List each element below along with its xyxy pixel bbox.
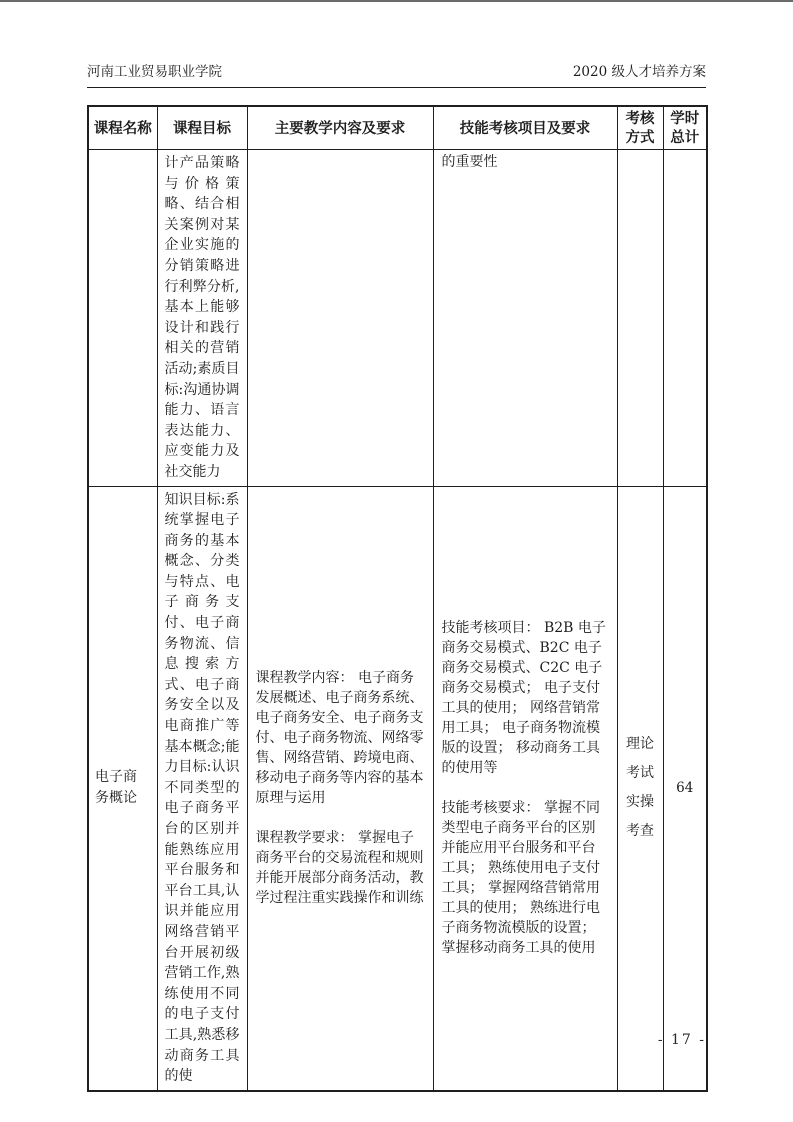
cell-course-name-empty (88, 150, 157, 487)
page-number: - 17 - (657, 1032, 706, 1048)
table-row-continued (88, 150, 707, 487)
column-header-skill-assessment: 技能考核项目及要求 (433, 106, 617, 150)
teaching-requirements-paragraph: 课程教学要求： 掌握电子商务平台的交易流程和规则并能开展部分商务活动，教学过程注重实践操作和训练 (255, 830, 424, 907)
skill-assessment-items-paragraph: 技能考核项目： B2B 电子商务交易模式、B2C 电子商务交易模式、C2C 电子商务交易模式； 电子支付工具的使用； 网络营销常用工具； 电子商务物流模版的设置； 移动商务工具的使用等 (441, 620, 606, 777)
cell-objectives-continued: 计产品策略与价格策略、结合相关案例对某企业实施的分销策略进行利弊分析,基本上能够设计和践行相关的营销活动;素质目标:沟通协调能力、语言表达能力、应变能力及社交能力 (157, 150, 247, 487)
table-header-row (88, 106, 707, 150)
cell-objectives: 知识目标:系统掌握电子商务的基本概念、分类与特点、电子商务支付、电子商务物流、信息搜索方式、电子商务安全以及电商推广等基本概念;能力目标:认识不同类型的电子商务平台的区别并能熟练应用平台服务和平台工具,认识并能应用网络营销平台开展初级营销工作,熟练使用不同的电子支付工具,熟悉移动商务工具的使 (157, 486, 247, 1091)
cell-skill-assessment-continued: 的重要性 (433, 150, 617, 487)
cell-total-hours: 64 (663, 486, 707, 1091)
header-program-title: 2020 级人才培养方案 (572, 64, 706, 80)
teaching-content-paragraph: 课程教学内容： 电子商务发展概述、电子商务系统、电子商务安全、电子商务支付、电子商务物流、网络零售、网络营销、跨境电商、移动电子商务等内容的基本原理与运用 (255, 670, 424, 807)
cell-teaching-content-empty (247, 150, 433, 487)
cell-teaching-content (247, 486, 433, 1091)
cell-skill-assessment (433, 486, 617, 1091)
column-header-assessment-method: 考核方式 (617, 106, 663, 150)
column-header-course-name: 课程名称 (88, 106, 157, 150)
skill-assessment-requirements-paragraph: 技能考核要求： 掌握不同类型电子商务平台的区别并能应用平台服务和平台工具； 熟练使用电子支付工具； 掌握网络营销常用工具的使用； 熟练进行电子商务物流模版的设置； 掌握移动商务工具的使用 (441, 800, 600, 957)
document-header (87, 64, 706, 88)
header-school-name: 河南工业贸易职业学院 (87, 64, 222, 80)
table-row-ecommerce-course (88, 486, 707, 1091)
cell-assessment-method-empty (617, 150, 663, 487)
cell-total-hours-empty (663, 150, 707, 487)
cell-assessment-method: 理论考试实操考查 (617, 486, 663, 1091)
column-header-objectives: 课程目标 (157, 106, 247, 150)
column-header-total-hours: 学时总计 (663, 106, 707, 150)
course-plan-table (87, 105, 708, 1092)
column-header-teaching-content: 主要教学内容及要求 (247, 106, 433, 150)
scan-artifact-line (0, 0, 793, 2)
cell-course-name: 电子商务概论 (88, 486, 157, 1091)
